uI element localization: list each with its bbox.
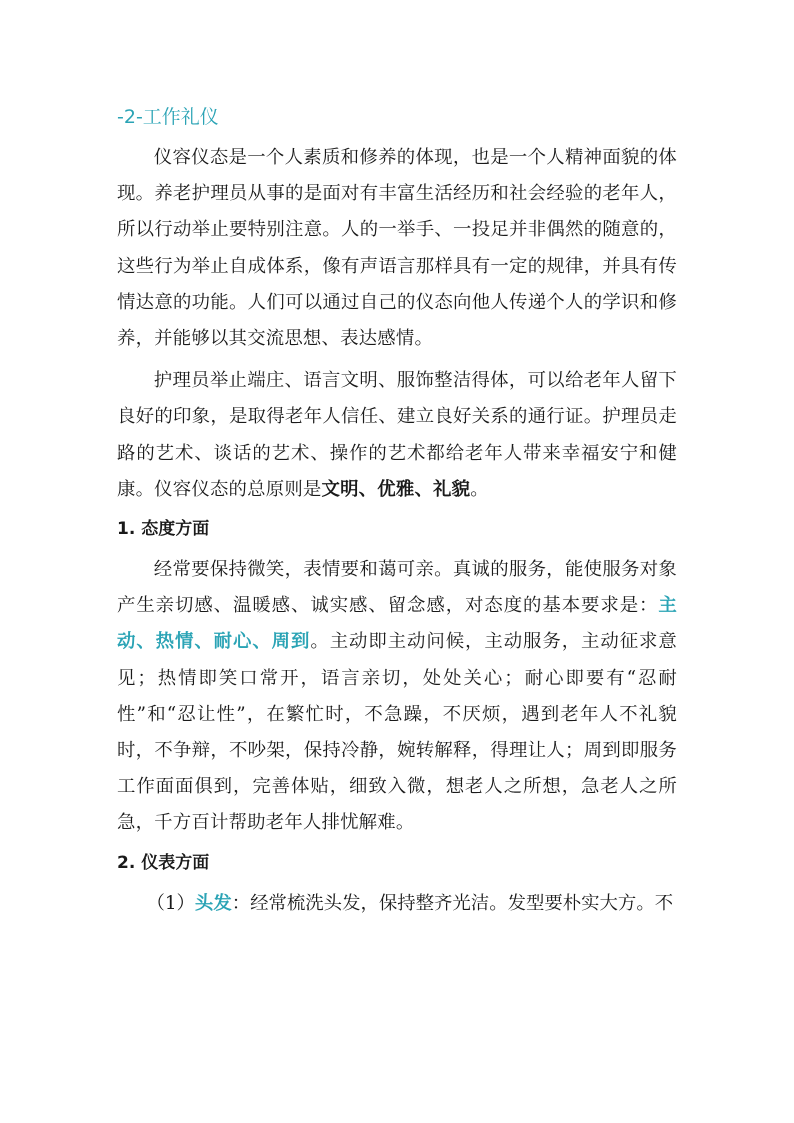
paragraph-attitude-rest: 。主动即主动问候，主动服务，主动征求意见；热情即笑口常开，语言亲切，处处关心；耐心即要有“忍耐性”和“忍让性”，在繁忙时，不急躁，不厌烦，遇到老年人不礼貌时，不争辩，不吵架，保持冷静，婉转解释，得理让人；周到即服务工作面面俱到，完善体贴，细致入微，想老人之所想，急老人之所急，千方百计帮助老年人排忧解难。: [117, 631, 677, 834]
list-item-label: 头发: [194, 892, 232, 914]
document-page: [117, 100, 677, 922]
paragraph-attitude-text: 经常要保持微笑，表情要和蔼可亲。真诚的服务，能使服务对象产生亲切感、温暖感、诚实感、留念感，对态度的基本要求是：: [117, 559, 677, 617]
principle-highlight: 文明、优雅、礼貌: [321, 478, 471, 500]
attitude-highlight: 主动、热情、耐心、周到: [117, 595, 677, 653]
heading-attitude: 1. 态度方面: [117, 519, 210, 540]
paragraph-principle-text: 护理员举止端庄、语言文明、服饰整洁得体，可以给老年人留下良好的印象，是取得老年人信任、建立良好关系的通行证。护理员走路的艺术、谈话的艺术、操作的艺术都给老年人带来幸福安宁和健康。仪容仪态的总原则是: [117, 370, 677, 500]
list-item-hair: [117, 886, 677, 922]
section-title: -2-工作礼仪: [117, 106, 219, 128]
paragraph-principle-end: 。: [470, 478, 489, 500]
list-item-number: （1）: [146, 892, 195, 914]
list-item-text: ：经常梳洗头发，保持整齐光洁。发型要朴实大方。不: [231, 892, 674, 914]
paragraph-principle: [117, 363, 677, 508]
paragraph-intro: 仪容仪态是一个人素质和修养的体现，也是一个人精神面貌的体现。养老护理员从事的是面对有丰富生活经历和社会经验的老年人，所以行动举止要特别注意。人的一举手、一投足并非偶然的随意的，这些行为举止自成体系，像有声语言那样具有一定的规律，并具有传情达意的功能。人们可以通过自己的仪态向他人传递个人的学识和修养，并能够以其交流思想、表达感情。: [117, 147, 677, 350]
paragraph-attitude: [117, 552, 677, 842]
heading-appearance: 2. 仪表方面: [117, 852, 210, 873]
